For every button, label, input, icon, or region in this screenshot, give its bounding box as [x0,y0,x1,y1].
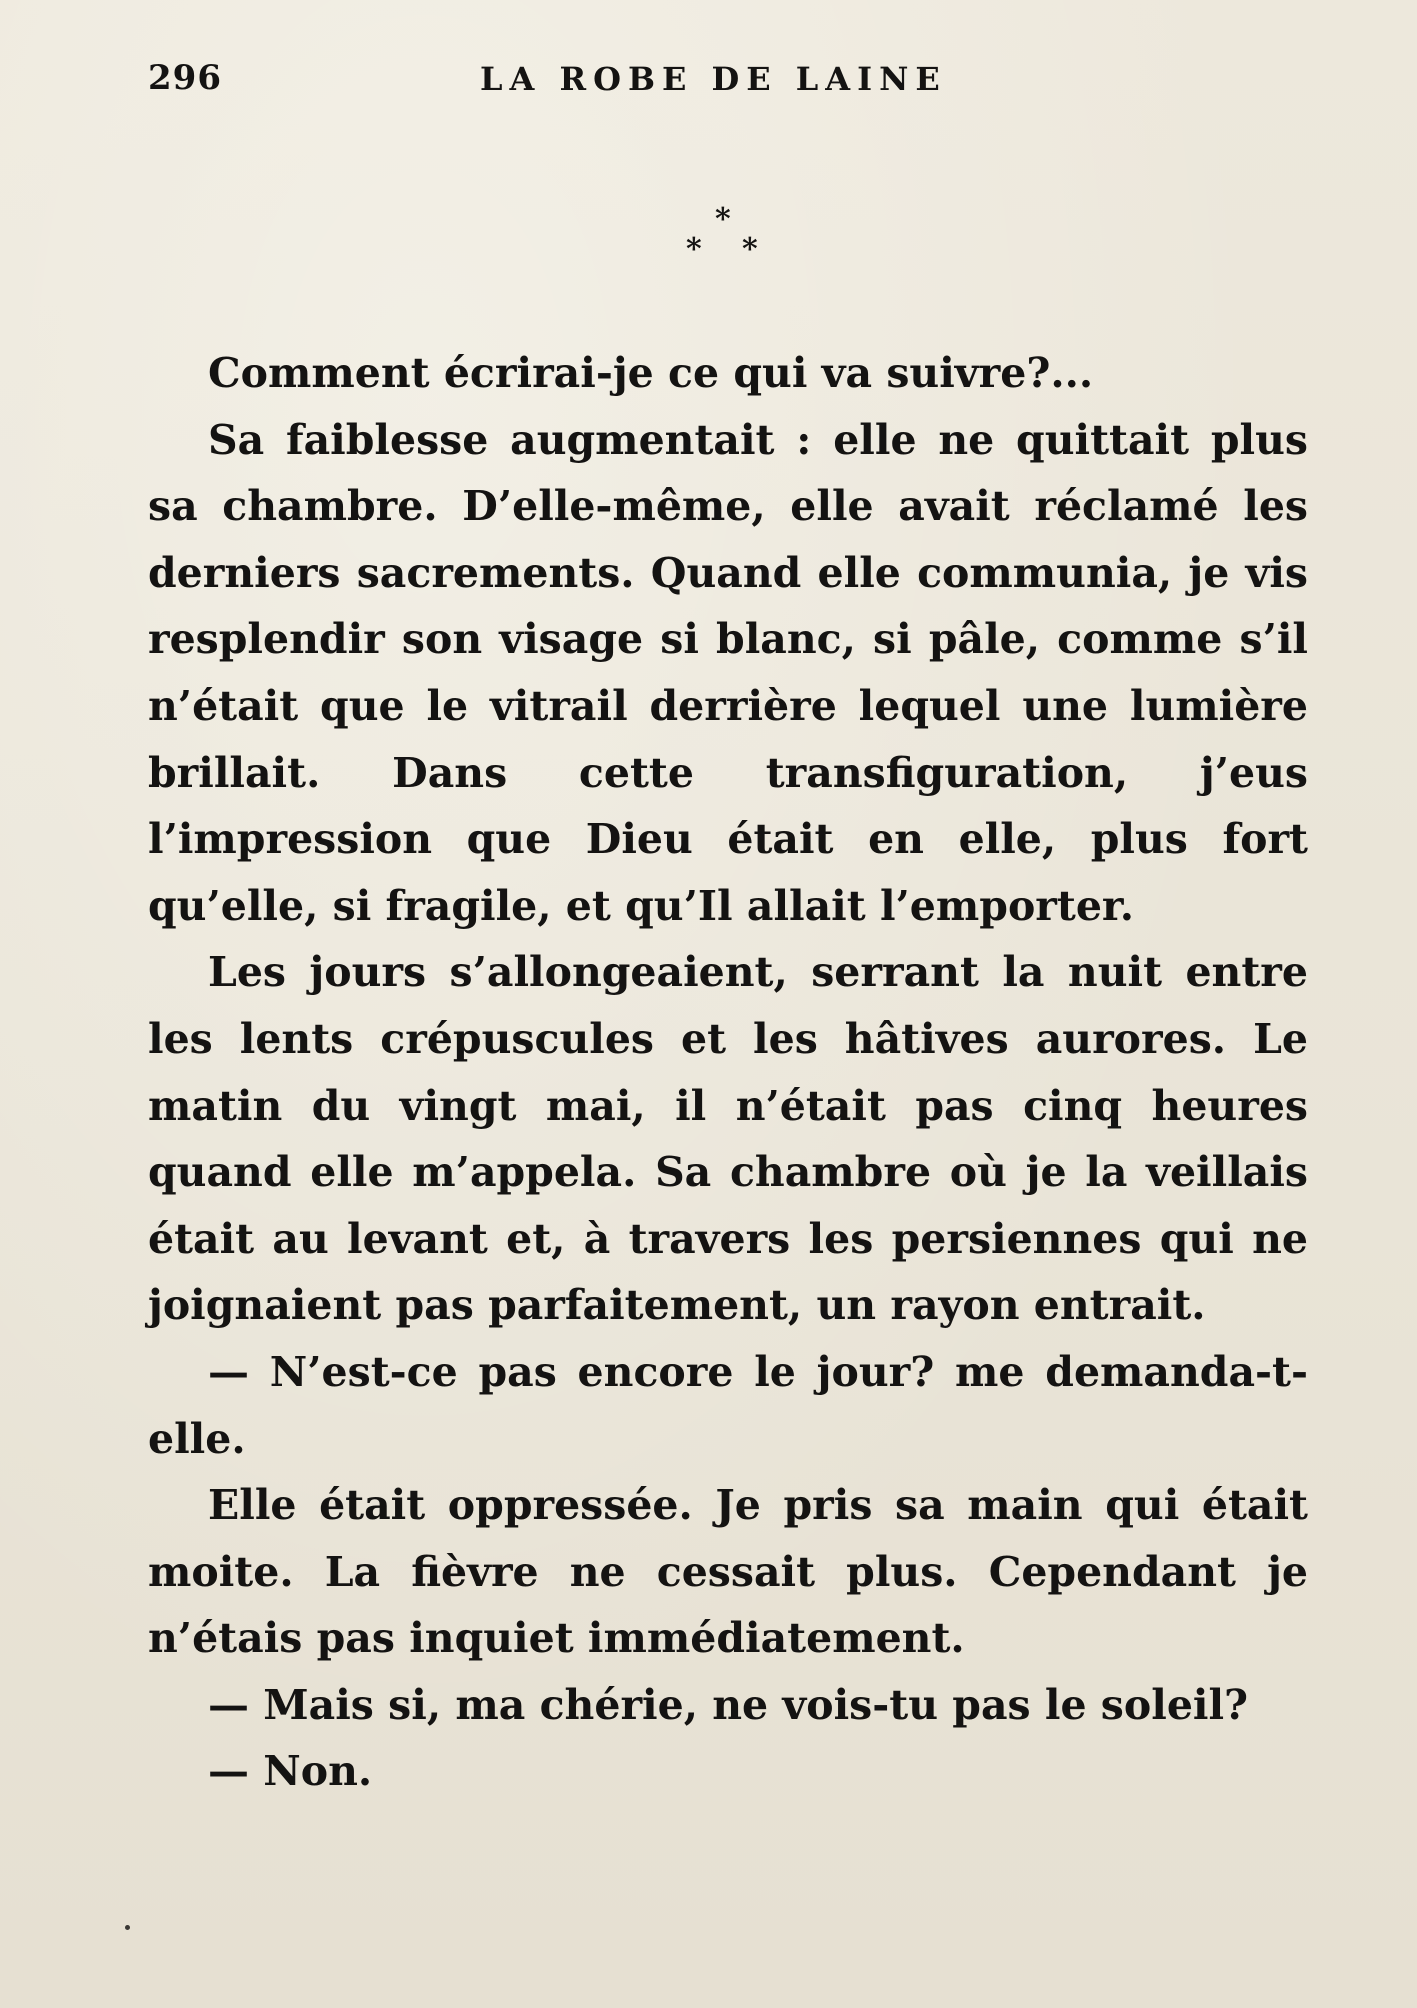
asterism-star: * [686,232,702,267]
paper-speck [125,1925,130,1930]
dialogue-line: — N’est-ce pas encore le jour? me demanda-t-elle. [148,1347,1308,1463]
paragraph: Elle était oppressée. Je pris sa main qui était moite. La fièvre ne cessait plus. Cependant je n’étais pas inquiet immédiatement. [148,1481,1308,1663]
dialogue-line: — Mais si, ma chérie, ne vois-tu pas le soleil? [208,1680,1249,1729]
paragraph: Comment écrirai-je ce qui va suivre?... [208,349,1094,397]
dialogue-line: — Non. [208,1747,373,1796]
asterism-ornament [676,202,766,275]
body-text [148,340,1308,1805]
paragraph: Les jours s’allongeaient, serrant la nuit entre les lents crépuscules et les hâtives aurores. Le matin du vingt mai, il n’était pas cinq heures quand elle m’appela. Sa chambre où je la veillais était au levant et, à travers les persiennes qui ne joignaient pas parfaitement, un rayon entrait. [148,948,1308,1330]
asterism-star: * [715,202,731,237]
asterism-star: * [742,232,758,267]
paragraph: Sa faiblesse augmentait : elle ne quittait plus sa chambre. D’elle-même, elle avait réclamé les derniers sacrements. Quand elle communia, je vis resplendir son visage si blanc, si pâle, comme s’il n’était que le vitrail derrière lequel une lumière brillait. Dans cette transfiguration, j’eus l’impression que Dieu était en elle, plus fort qu’elle, si fragile, et qu’Il allait l’emporter. [148,415,1308,930]
page-number: 296 [148,58,222,98]
running-title: LA ROBE DE LAINE [480,60,947,98]
